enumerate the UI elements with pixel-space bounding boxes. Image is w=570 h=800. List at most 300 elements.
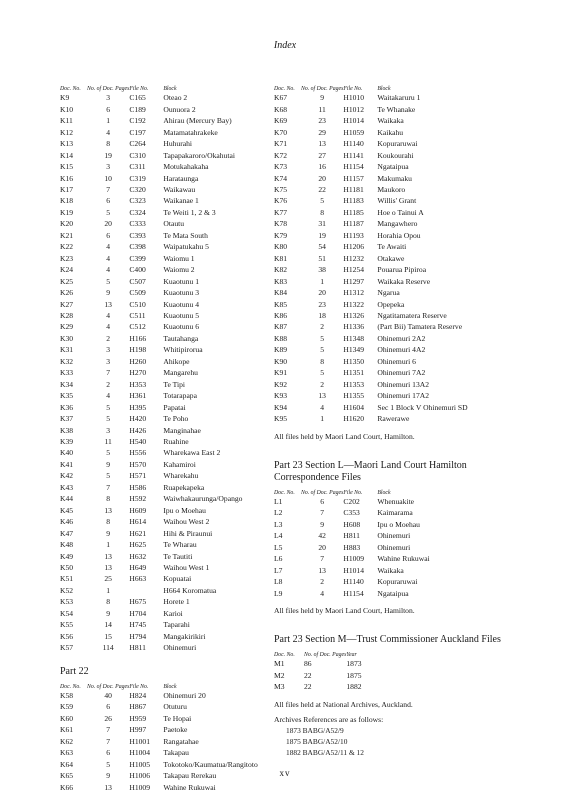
table-body: [274, 658, 362, 692]
cell-pages: 22: [304, 682, 312, 692]
cell-pages: 13: [104, 782, 112, 792]
cell-file: H811: [343, 531, 360, 541]
cell-docno: K57: [60, 643, 74, 653]
cell-file: H608: [343, 519, 361, 529]
cell-docno: K44: [60, 494, 74, 504]
cell-block: Horete 1: [163, 597, 190, 607]
table-row: [60, 539, 290, 550]
table-row: [274, 104, 504, 115]
cell-file: H166: [129, 333, 147, 343]
cell-file: H571: [129, 471, 147, 481]
cell-block: Sec 1 Block V Ohinemuri SD: [377, 402, 468, 412]
cell-pages: 13: [318, 139, 326, 149]
cell-file: H632: [129, 551, 147, 561]
cell-pages: 40: [104, 691, 112, 701]
cell-file: H556: [129, 448, 147, 458]
cell-file: H1297: [343, 276, 365, 286]
table-row: [60, 516, 290, 527]
cell-file: C197: [129, 127, 146, 137]
cell-file: H867: [129, 702, 147, 712]
table-row: [60, 195, 290, 206]
cell-pages: 5: [106, 207, 111, 217]
cell-block: Waikawau: [163, 185, 196, 195]
cell-file: H649: [129, 562, 147, 572]
cell-pages: 9: [106, 459, 111, 469]
table-row: [60, 736, 290, 747]
table-row: [274, 333, 504, 344]
cell-file: C264: [129, 139, 146, 149]
table-row: [60, 701, 290, 712]
cell-docno: K66: [60, 782, 74, 792]
cell-docno: K43: [60, 482, 74, 492]
table-row: [60, 782, 290, 793]
table-row: [60, 253, 290, 264]
cell-file: H1185: [343, 207, 364, 217]
cell-docno: K20: [60, 219, 74, 229]
cell-docno: K18: [60, 196, 74, 206]
table-row: [274, 173, 504, 184]
cell-file: H1206: [343, 242, 365, 252]
cell-pages: 26: [104, 713, 112, 723]
cell-docno: K65: [60, 771, 74, 781]
table-row: [60, 115, 290, 126]
table-row: [274, 264, 504, 275]
holding-note: All files held at National Archives, Auckland.: [274, 699, 413, 709]
cell-pages: 23: [318, 116, 326, 126]
cell-docno: K76: [274, 196, 288, 206]
page-number: xv: [279, 768, 291, 778]
cell-pages: 13: [104, 505, 112, 515]
cell-pages: 5: [320, 333, 325, 343]
cell-docno: K82: [274, 265, 288, 275]
cell-block: Ngataipua: [377, 162, 409, 172]
cell-docno: L4: [274, 531, 283, 541]
cell-block: Waipatukahu 5: [163, 242, 209, 252]
table-row: [274, 402, 504, 413]
cell-file: H1006: [129, 771, 151, 781]
table-row: [60, 562, 290, 573]
cell-pages: 20: [318, 288, 326, 298]
cell-docno: K58: [60, 691, 74, 701]
cell-docno: K75: [274, 185, 288, 195]
cell-docno: K31: [60, 345, 74, 355]
cell-pages: 18: [318, 311, 326, 321]
table-row: [274, 670, 362, 681]
cell-block: Ohinemuri 6: [377, 356, 416, 366]
cell-file: H704: [129, 608, 147, 618]
cell-pages: 13: [318, 391, 326, 401]
cell-pages: 7: [106, 736, 111, 746]
col-header-year: Year: [346, 652, 357, 659]
cell-docno: K81: [274, 253, 288, 263]
cell-docno: K53: [60, 597, 74, 607]
cell-pages: 9: [106, 608, 111, 618]
table-row: [274, 218, 504, 229]
cell-block: Mangawhero: [377, 219, 418, 229]
cell-block: Otakawe: [377, 253, 405, 263]
cell-file: H663: [129, 574, 147, 584]
table-row: [60, 138, 290, 149]
cell-docno: K39: [60, 437, 74, 446]
cell-docno: K63: [60, 748, 74, 758]
col-header-pages: No. of Doc. Pages: [304, 652, 347, 659]
table-row: [274, 253, 504, 264]
cell-block: Kuaotunu 3: [163, 288, 200, 298]
refs-intro: Archives References are as follows:: [274, 714, 384, 724]
table-row: [60, 207, 290, 218]
cell-file: C323: [129, 196, 146, 206]
cell-pages: 8: [106, 517, 111, 527]
cell-pages: 2: [106, 379, 111, 389]
cell-block: Waikanae 1: [163, 196, 199, 206]
cell-block: Otuturu: [163, 702, 187, 712]
cell-file: C399: [129, 253, 146, 263]
cell-block: Kopuraruwai: [377, 139, 418, 149]
cell-block: Takapau Rerekau: [163, 771, 217, 781]
table-row: [60, 436, 290, 447]
cell-file: H260: [129, 356, 147, 366]
holding-note: All files held by Maori Land Court, Hamilton.: [274, 431, 415, 441]
cell-block: Taparahi: [163, 620, 190, 630]
table-row: [60, 287, 290, 298]
cell-file: H1604: [343, 402, 365, 412]
cell-pages: 14: [104, 620, 112, 630]
col-header-file: File No.: [129, 86, 149, 92]
table-row: [60, 642, 290, 653]
cell-docno: K85: [274, 299, 288, 309]
table-row: [60, 608, 290, 619]
cell-docno: K86: [274, 311, 288, 321]
cell-docno: K30: [60, 333, 74, 343]
index-table-section-l: [274, 490, 504, 599]
table-row: [274, 565, 504, 576]
cell-docno: K41: [60, 459, 74, 469]
cell-pages: 5: [106, 276, 111, 286]
cell-docno: K12: [60, 127, 74, 137]
cell-block: Oteao 2: [163, 93, 188, 103]
cell-docno: K94: [274, 402, 288, 412]
cell-block: Ohinemuri 20: [163, 691, 206, 701]
table-row: [60, 493, 290, 504]
cell-pages: 5: [320, 345, 325, 355]
cell-file: H1009: [129, 782, 151, 792]
cell-docno: K79: [274, 230, 288, 240]
table-row: [60, 333, 290, 344]
cell-block: Tapapakaroro/Okahutai: [163, 150, 235, 160]
cell-pages: 6: [106, 104, 111, 114]
table-row: [274, 127, 504, 138]
cell-block: Koukourahi: [377, 150, 414, 160]
cell-block: Ounuora 2: [163, 104, 196, 114]
cell-pages: 8: [320, 207, 325, 217]
cell-block: Papatai: [163, 402, 186, 412]
cell-block: Waihou West 2: [163, 517, 210, 527]
cell-pages: 5: [106, 448, 111, 458]
cell-block: Ruahine: [163, 437, 189, 446]
table-row: [60, 619, 290, 630]
cell-file: H997: [129, 725, 147, 735]
table-row: [274, 299, 504, 310]
cell-pages: 7: [106, 185, 111, 195]
cell-pages: 1: [320, 414, 325, 424]
cell-docno: K51: [60, 574, 74, 584]
table-row: [274, 379, 504, 390]
cell-file: H1140: [343, 139, 364, 149]
cell-file: H1141: [343, 150, 364, 160]
cell-block: Otautu: [163, 219, 185, 229]
col-header-docno: Doc. No.: [60, 86, 81, 92]
cell-block: Te Poho: [163, 414, 189, 424]
cell-block: Te Awaiti: [377, 242, 407, 252]
cell-file: C507: [129, 276, 146, 286]
table-row: [60, 230, 290, 241]
cell-file: H1351: [343, 368, 365, 378]
cell-file: C202: [343, 496, 360, 506]
cell-file: C333: [129, 219, 146, 229]
cell-pages: 5: [106, 759, 111, 769]
cell-pages: 13: [318, 565, 326, 575]
cell-file: H1322: [343, 299, 365, 309]
cell-file: H1140: [343, 577, 364, 587]
table-row: [274, 195, 504, 206]
table-row: [60, 585, 290, 596]
cell-pages: 4: [106, 127, 111, 137]
cell-file: H592: [129, 494, 147, 504]
cell-docno: K50: [60, 562, 74, 572]
cell-docno: K37: [60, 414, 74, 424]
cell-block: Ipu o Moehau: [163, 505, 206, 515]
cell-docno: L3: [274, 519, 283, 529]
table-row: [60, 551, 290, 562]
col-header-pages: No. of Doc. Pages: [87, 86, 130, 92]
cell-pages: 3: [106, 425, 111, 435]
cell-block: Wahine Rukuwai: [163, 782, 216, 792]
cell-file: H1183: [343, 196, 364, 206]
cell-block: Karioi: [163, 608, 183, 618]
cell-docno: L7: [274, 565, 283, 575]
table-row: [60, 413, 290, 424]
cell-docno: K56: [60, 631, 74, 641]
cell-docno: K26: [60, 288, 74, 298]
cell-file: H1154: [343, 162, 364, 172]
table-row: [60, 356, 290, 367]
cell-file: H1193: [343, 230, 364, 240]
cell-docno: K46: [60, 517, 74, 527]
table-row: [60, 528, 290, 539]
cell-pages: 6: [106, 702, 111, 712]
cell-docno: K14: [60, 150, 74, 160]
cell-block: Willis' Grant: [377, 196, 417, 206]
cell-pages: 15: [104, 631, 112, 641]
col-header-docno: Doc. No.: [274, 86, 295, 92]
cell-block: Waihou West 1: [163, 562, 210, 572]
cell-block: Te Hopai: [163, 713, 192, 723]
cell-pages: 2: [106, 333, 111, 343]
cell-docno: K71: [274, 139, 288, 149]
cell-file: H395: [129, 402, 147, 412]
cell-file: H1355: [343, 391, 365, 401]
table-row: [60, 161, 290, 172]
cell-file: H1187: [343, 219, 364, 229]
cell-docno: L1: [274, 496, 283, 506]
cell-file: H609: [129, 505, 147, 515]
part-22-title: Part 22: [60, 665, 89, 677]
cell-docno: K88: [274, 333, 288, 343]
cell-file: H198: [129, 345, 147, 355]
cell-block: Waiomu 2: [163, 265, 195, 275]
cell-docno: K62: [60, 736, 74, 746]
cell-file: H1001: [129, 736, 151, 746]
cell-docno: K73: [274, 162, 288, 172]
table-row: [60, 690, 290, 701]
cell-block: Waitakaruru 1: [377, 93, 421, 103]
table-row: [274, 161, 504, 172]
index-table-k-right: [274, 86, 504, 425]
cell-block: Kaikahu: [377, 127, 404, 137]
cell-block: Waikaka: [377, 116, 404, 126]
cell-file: H824: [129, 691, 147, 701]
cell-block: Matamatahrakeke: [163, 127, 218, 137]
cell-block: Kuaotunu 6: [163, 322, 200, 332]
col-header-pages: No. of Doc. Pages: [301, 489, 344, 496]
cell-docno: M3: [274, 682, 285, 692]
cell-block: H664 Koromatua: [163, 585, 217, 595]
cell-docno: K47: [60, 528, 74, 538]
cell-year: 1875: [346, 670, 362, 680]
cell-block: Ahikope: [163, 356, 190, 366]
cell-docno: K72: [274, 150, 288, 160]
cell-file: H1349: [343, 345, 365, 355]
cell-docno: K15: [60, 162, 74, 172]
cell-block: Totarapapa: [163, 391, 197, 401]
cell-pages: 2: [320, 322, 325, 332]
cell-docno: K91: [274, 368, 288, 378]
table-row: [60, 596, 290, 607]
cell-block: Waikaka: [377, 565, 404, 575]
table-row: [274, 321, 504, 332]
table-row: [60, 344, 290, 355]
cell-block: Ngarua: [377, 288, 400, 298]
cell-docno: K16: [60, 173, 74, 183]
cell-block: Maukoro: [377, 185, 406, 195]
cell-pages: 13: [104, 551, 112, 561]
table-row: [274, 367, 504, 378]
cell-docno: K55: [60, 620, 74, 630]
cell-pages: 2: [320, 577, 325, 587]
cell-block: Te Whanake: [377, 104, 416, 114]
archive-ref: 1873 BABG/A52/9: [286, 725, 344, 735]
cell-pages: 4: [106, 265, 111, 275]
cell-pages: 4: [106, 311, 111, 321]
cell-file: H1326: [343, 311, 365, 321]
cell-docno: K67: [274, 93, 288, 103]
cell-block: Ohinemuri 17A2: [377, 391, 430, 401]
table-row: [274, 356, 504, 367]
cell-docno: K28: [60, 311, 74, 321]
cell-docno: K17: [60, 185, 74, 195]
cell-file: H1232: [343, 253, 365, 263]
cell-file: H353: [129, 379, 147, 389]
table-row: [274, 138, 504, 149]
cell-block: Hihi & Piraunui: [163, 528, 213, 538]
table-row: [274, 344, 504, 355]
cell-block: Tautahanga: [163, 333, 199, 343]
cell-pages: 5: [320, 196, 325, 206]
cell-file: H1181: [343, 185, 364, 195]
cell-block: Whenuakite: [377, 496, 415, 506]
table-row: [60, 321, 290, 332]
table-row: [60, 390, 290, 401]
cell-block: Ngatitamatera Reserve: [377, 311, 447, 321]
cell-block: Kahamiroi: [163, 459, 196, 469]
table-row: [60, 631, 290, 642]
cell-pages: 16: [318, 162, 326, 172]
cell-pages: 1: [320, 276, 325, 286]
col-header-block: Block: [377, 86, 391, 92]
cell-docno: K69: [274, 116, 288, 126]
cell-pages: 5: [320, 368, 325, 378]
table-row: [274, 390, 504, 401]
cell-docno: K13: [60, 139, 74, 149]
col-header-file: File No.: [343, 489, 363, 496]
cell-file: C320: [129, 185, 146, 195]
table-row: [60, 379, 290, 390]
table-row: [274, 681, 362, 692]
table-row: [60, 724, 290, 735]
cell-pages: 54: [318, 242, 326, 252]
table-body: [274, 92, 504, 424]
cell-file: C324: [129, 207, 146, 217]
page-header: Index: [273, 40, 297, 51]
cell-pages: 11: [104, 437, 112, 446]
cell-file: H1059: [343, 127, 365, 137]
cell-file: H426: [129, 425, 147, 435]
cell-pages: 11: [318, 104, 326, 114]
index-table-k-left: [60, 86, 290, 654]
cell-docno: K45: [60, 505, 74, 515]
cell-docno: K90: [274, 356, 288, 366]
cell-pages: 3: [106, 93, 111, 103]
cell-file: C510: [129, 299, 146, 309]
cell-file: H1154: [343, 588, 364, 598]
cell-block: Makumaku: [377, 173, 412, 183]
cell-block: Ohinemuri: [377, 542, 411, 552]
cell-file: H745: [129, 620, 147, 630]
cell-docno: K61: [60, 725, 74, 735]
cell-pages: 7: [106, 725, 111, 735]
cell-block: Harataunga: [163, 173, 199, 183]
col-header-docno: Doc. No.: [274, 652, 295, 659]
cell-file: H794: [129, 631, 147, 641]
cell-docno: K54: [60, 608, 74, 618]
table-row: [60, 747, 290, 758]
table-row: [274, 530, 504, 541]
cell-file: H625: [129, 540, 147, 550]
col-header-block: Block: [163, 683, 177, 690]
table-row: [60, 573, 290, 584]
table-row: [60, 264, 290, 275]
cell-block: Wahine Rukuwai: [377, 554, 430, 564]
cell-block: Kuaotunu 4: [163, 299, 200, 309]
cell-docno: K36: [60, 402, 74, 412]
cell-block: Ipu o Moehau: [377, 519, 420, 529]
col-header-pages: No. of Doc. Pages: [301, 86, 344, 92]
cell-year: 1873: [346, 659, 362, 669]
table-row: [60, 470, 290, 481]
cell-pages: 8: [106, 597, 111, 607]
right-column: [274, 86, 504, 758]
table-row: [60, 505, 290, 516]
